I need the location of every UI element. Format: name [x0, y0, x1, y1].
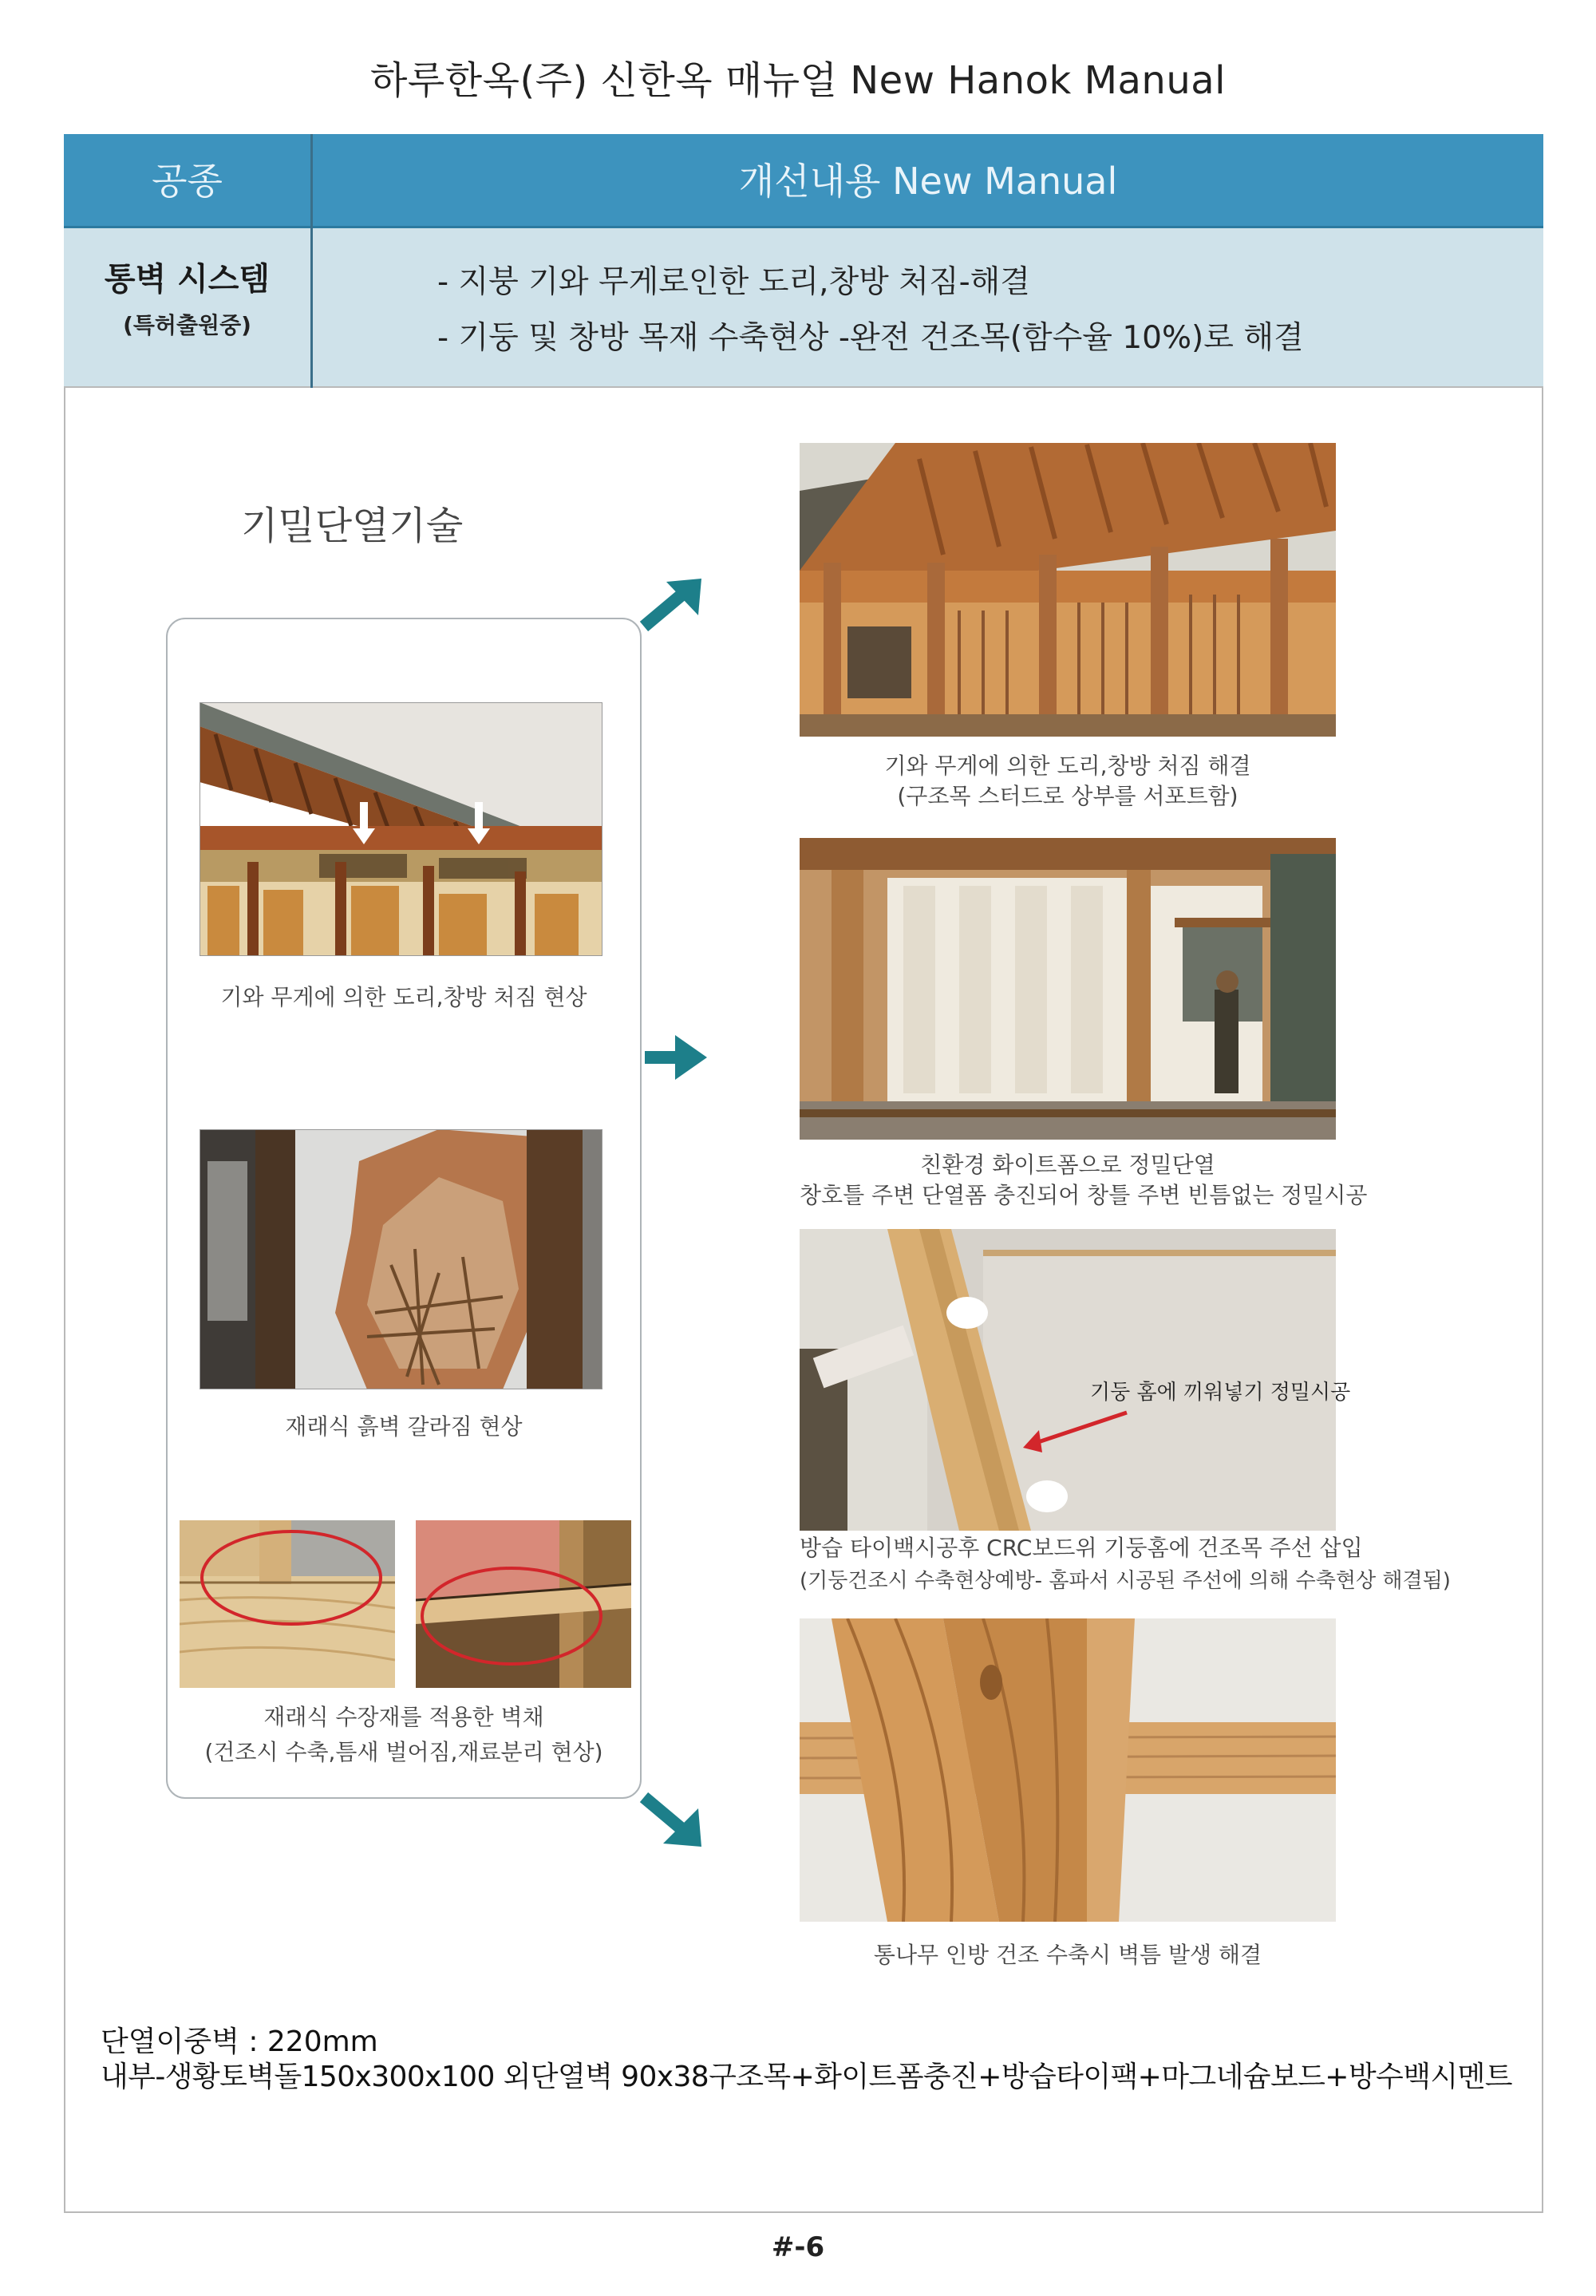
- improvement-line-1: - 지붕 기와 무게로인한 도리,창방 처짐-해결: [437, 264, 1030, 300]
- caption-crack: 재래식 흙벽 갈라짐 현상: [285, 1413, 523, 1440]
- patent-note: (특허출원중): [123, 312, 251, 338]
- caption-foam-note: 창호틀 주변 단열폼 충진되어 창틀 주변 빈틈없는 정밀시공: [800, 1182, 1368, 1208]
- photo-foam-insulation: [800, 838, 1336, 1140]
- photo-timber-frame: [800, 443, 1336, 737]
- photo-eaves-sagging: [200, 702, 602, 956]
- system-name: 통벽 시스템: [104, 261, 271, 298]
- photo-wood-gap-1: [180, 1520, 395, 1688]
- arrow-right-icon: [638, 1018, 718, 1097]
- document-title: 하루한옥(주) 신한옥 매뉴얼 New Hanok Manual: [369, 58, 1226, 103]
- caption-traditional-wall: 재래식 수장재를 적용한 벽채: [263, 1704, 544, 1730]
- photo-wood-gap-2: [416, 1520, 631, 1688]
- photo-earth-wall-crack: [200, 1129, 602, 1389]
- caption-sag-solved-note: (구조목 스터드로 상부를 서포트함): [897, 783, 1238, 809]
- header-improvement: 개선내용 New Manual: [738, 160, 1118, 203]
- arrow-down-right-icon: [634, 1780, 714, 1859]
- wall-spec-detail: 내부-생황토벽돌150x300x100 외단열벽 90x38구조목+화이트폼충진+방습타이팩+마그네슘보드+방수백시멘트: [101, 2061, 1512, 2093]
- caption-crc-note: (기둥건조시 수축현상예방- 홈파서 시공된 주선에 의해 수축현상 해결됨): [800, 1569, 1451, 1593]
- arrow-up-right-icon: [634, 571, 714, 650]
- header-category: 공종: [152, 160, 223, 203]
- caption-log-lintel: 통나무 인방 건조 수축시 벽틈 발생 해결: [873, 1942, 1262, 1968]
- photo-annotation-label: 기둥 홈에 끼워넣기 정밀시공: [1090, 1381, 1351, 1405]
- improvement-line-2: - 기둥 및 창방 목재 수축현상 -완전 건조목(함수율 10%)로 해결: [437, 320, 1304, 356]
- caption-sag-solved: 기와 무게에 의한 도리,창방 처짐 해결: [884, 753, 1251, 779]
- page-number: #-6: [771, 2231, 825, 2263]
- photo-log-lintel: [800, 1618, 1336, 1922]
- section-title: 기밀단열기술: [241, 504, 464, 548]
- caption-foam: 친환경 화이트폼으로 정밀단열: [920, 1152, 1215, 1178]
- wall-spec-title: 단열이중벽 : 220mm: [101, 2025, 378, 2058]
- caption-sagging: 기와 무게에 의한 도리,창방 처짐 현상: [220, 984, 587, 1010]
- caption-crc: 방습 타이백시공후 CRC보드위 기둥홈에 건조목 주선 삽입: [800, 1535, 1363, 1561]
- caption-traditional-wall-note: (건조시 수축,틈새 벌어짐,재료분리 현상): [204, 1739, 603, 1765]
